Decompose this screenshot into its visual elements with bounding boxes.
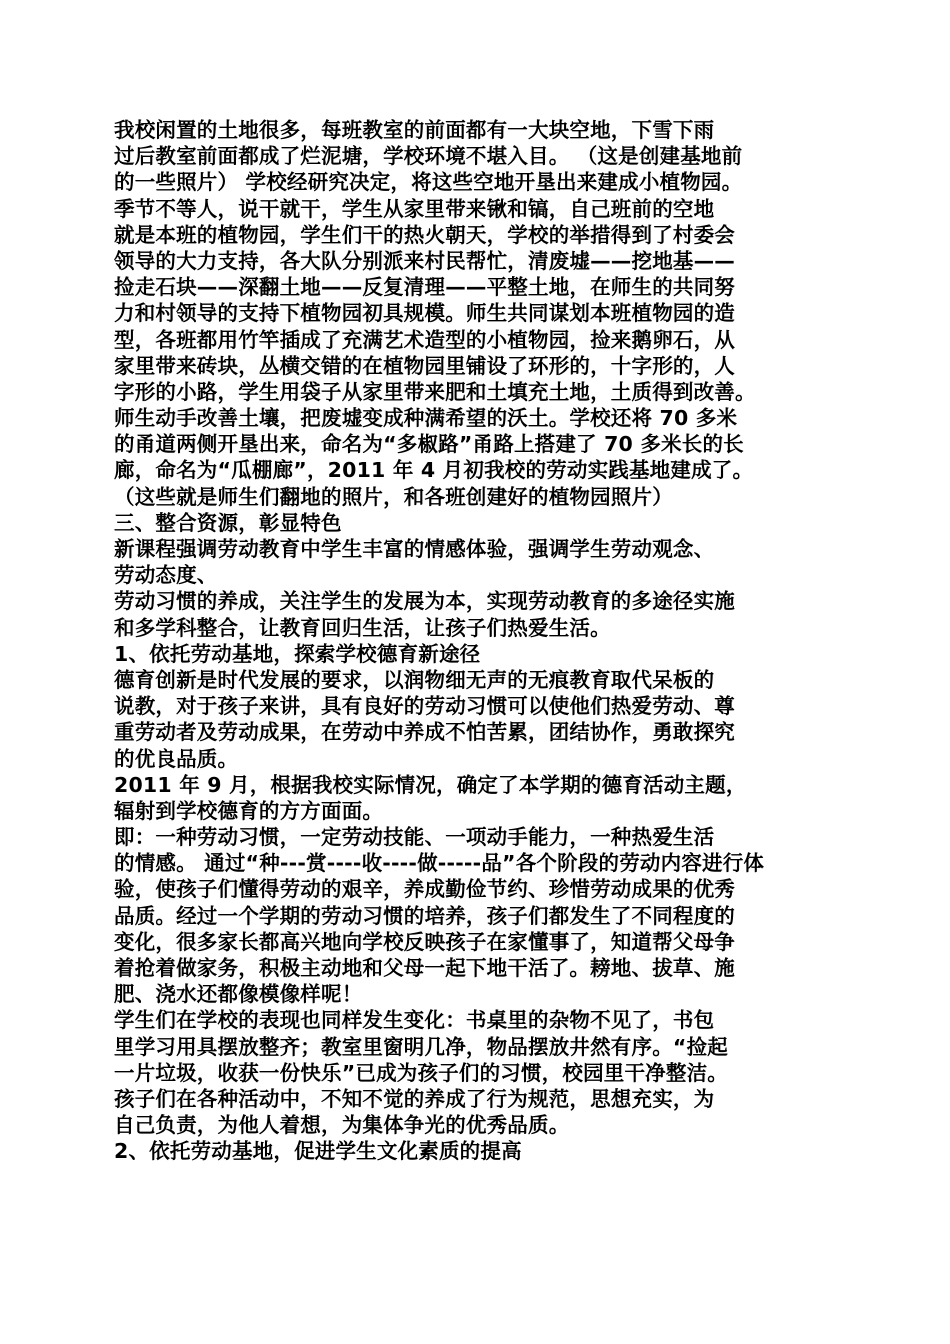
text-line: 我校闲置的土地很多，每班教室的前面都有一大块空地，下雪下雨: [114, 118, 715, 142]
text-line: 2011 年 9 月，根据我校实际情况，确定了本学期的德育活动主题，: [114, 772, 747, 797]
text-line: 型，各班都用竹竿插成了充满艺术造型的小植物园，捡来鹅卵石，从: [114, 327, 735, 352]
text-line: 着抢着做家务，积极主动地和父母一起下地干活了。耪地、拔草、施: [114, 956, 735, 980]
text-line: 劳动习惯的养成，关注学生的发展为本，实现劳动教育的多途径实施: [114, 589, 735, 614]
text-line: 肥、浇水还都像模像样呢！: [114, 982, 363, 1007]
text-line: 就是本班的植物园，学生们干的热火朝天，学校的举措得到了村委会: [114, 222, 735, 247]
text-line: 里学习用具摆放整齐；教室里窗明几净，物品摆放井然有序。“捡起: [114, 1034, 728, 1059]
text-line: 变化，很多家长都高兴地向学校反映孩子在家懂事了，知道帮父母争: [114, 929, 735, 954]
section-heading: 三、整合资源，彰显特色: [114, 510, 342, 535]
subsection-heading: 1、依托劳动基地，探索学校德育新途径: [114, 641, 481, 666]
text-line: 辐射到学校德育的方方面面。: [114, 798, 384, 823]
text-line: 季节不等人，说干就干，学生从家里带来锹和镐，自己班前的空地: [114, 196, 715, 221]
document-body: [114, 117, 854, 1165]
text-line: 新课程强调劳动教育中学生丰富的情感体验，强调学生劳动观念、: [114, 537, 715, 561]
text-line: （这些就是师生们翻地的照片，和各班创建好的植物园照片）: [114, 484, 673, 509]
text-line: 廊，命名为“瓜棚廊”，2011 年 4 月初我校的劳动实践基地建成了。: [114, 458, 754, 483]
text-line: 捡走石块——深翻土地——反复清理——平整土地，在师生的共同努: [114, 275, 735, 300]
subsection-heading: 2、依托劳动基地，促进学生文化素质的提高: [114, 1139, 522, 1164]
text-line: 劳动态度、: [114, 563, 218, 588]
text-line: 的一些照片） 学校经研究决定，将这些空地开垦出来建成小植物园。: [114, 170, 743, 195]
text-line: 领导的大力支持，各大队分别派来村民帮忙，清废墟——挖地基——: [114, 248, 735, 273]
text-line: 品质。经过一个学期的劳动习惯的培养，孩子们都发生了不同程度的: [114, 903, 735, 928]
text-line: 的优良品质。: [114, 746, 239, 771]
text-line: 字形的小路，学生用袋子从家里带来肥和土填充土地，土质得到改善。: [114, 379, 756, 404]
text-line: 师生动手改善土壤，把废墟变成种满希望的沃土。学校还将 70 多米: [114, 406, 738, 431]
text-line: 过后教室前面都成了烂泥塘，学校环境不堪入目。 （这是创建基地前: [114, 144, 743, 169]
text-line: 德育创新是时代发展的要求，以润物细无声的无痕教育取代呆板的: [114, 667, 715, 692]
text-line: 学生们在学校的表现也同样发生变化：书桌里的杂物不见了，书包: [114, 1008, 715, 1033]
text-line: 的情感。 通过“种---赏----收----做-----品”各个阶段的劳动内容进行体: [114, 851, 765, 876]
text-line: 自己负责，为他人着想，为集体争光的优秀品质。: [114, 1113, 570, 1138]
text-line: 即：一种劳动习惯，一定劳动技能、一项动手能力，一种热爱生活: [114, 825, 715, 850]
text-line: 一片垃圾，收获一份快乐”已成为孩子们的习惯，校园里干净整洁。: [114, 1060, 728, 1085]
text-line: 验，使孩子们懂得劳动的艰辛，养成勤俭节约、珍惜劳动成果的优秀: [114, 877, 735, 902]
text-line: 的甬道两侧开垦出来，命名为“多椒路”甬路上搭建了 70 多米长的长: [114, 432, 744, 457]
text-line: 力和村领导的支持下植物园初具规模。师生共同谋划本班植物园的造: [114, 301, 735, 326]
text-line: 重劳动者及劳动成果，在劳动中养成不怕苦累，团结协作，勇敢探究: [114, 720, 735, 745]
text-line: 家里带来砖块，丛横交错的在植物园里铺设了环形的，十字形的，人: [114, 353, 735, 378]
text-line: 说教，对于孩子来讲，具有良好的劳动习惯可以使他们热爱劳动、尊: [114, 694, 735, 719]
text-line: 和多学科整合，让教育回归生活，让孩子们热爱生活。: [114, 615, 611, 640]
text-line: 孩子们在各种活动中，不知不觉的养成了行为规范，思想充实，为: [114, 1086, 715, 1111]
